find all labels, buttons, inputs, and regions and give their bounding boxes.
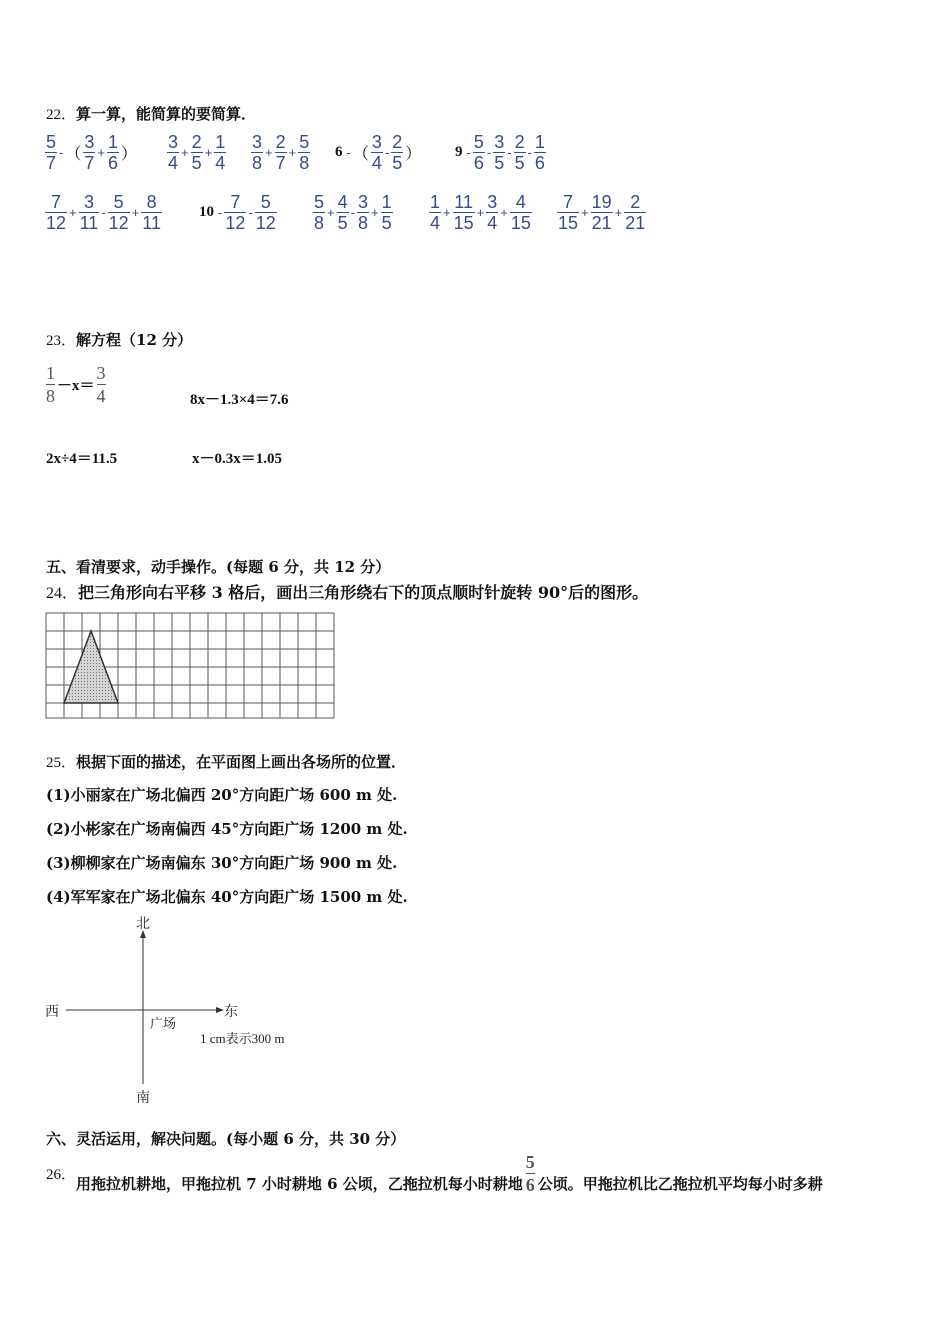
left-paren: （	[352, 146, 369, 163]
q23-text: 解方程（12 分）	[76, 331, 193, 349]
q23-title	[46, 329, 192, 350]
fraction: 1 8	[46, 363, 55, 406]
center-label: 广场	[150, 1017, 177, 1032]
q26-number: 26．	[46, 1167, 77, 1183]
q25-text: 根据下面的描述，在平面图上画出各场所的位置．	[76, 753, 407, 771]
minus-sign: -	[350, 205, 355, 220]
fraction: $\frac{3}{8}$	[357, 192, 368, 233]
minus-sign: -	[218, 205, 223, 220]
minus-sign: -	[248, 205, 253, 220]
q22-row1-expr5	[452, 132, 547, 173]
lead-number: 10	[199, 204, 214, 220]
east-arrow-icon	[216, 1007, 224, 1013]
lead-number: 9	[455, 144, 463, 160]
fraction: $\frac{5}{12}$	[108, 192, 129, 233]
fraction: $\frac{5}{6}$	[473, 132, 484, 173]
plus-sign: +	[204, 145, 213, 160]
q26-title	[46, 1151, 823, 1196]
q25-item-2: (2)小彬家在广场南偏西 45°方向距广场 1200 m 处.	[46, 820, 408, 838]
fraction: $\frac{3}{7}$	[84, 132, 95, 173]
fraction: $\frac{5}{12}$	[255, 192, 276, 233]
fraction: $\frac{3}{4}$	[168, 132, 179, 173]
minus-sign: -	[384, 145, 390, 160]
fraction: $\frac{2}{7}$	[275, 132, 286, 173]
plus-sign: +	[181, 145, 189, 160]
fraction: $\frac{5}{7}$	[46, 132, 57, 173]
plus-sign: +	[500, 205, 508, 220]
fraction: $\frac{19}{21}$	[591, 192, 612, 233]
q25-item-1: (1)小丽家在广场北偏西 20°方向距广场 600 m 处.	[46, 786, 398, 804]
q23-number: 23．	[46, 333, 77, 349]
minus-sign: -	[346, 145, 351, 160]
fraction: $\frac{3}{5}$	[494, 132, 505, 173]
fraction: $\frac{2}{5}$	[392, 132, 403, 173]
fraction: $\frac{5}{8}$	[299, 132, 310, 173]
fraction: $\frac{2}{5}$	[514, 132, 525, 173]
q22-row1-expr2	[166, 132, 227, 173]
fraction: 5 6	[525, 1152, 535, 1195]
fraction: $\frac{1}{6}$	[107, 132, 118, 173]
compass-diagram[interactable]	[40, 912, 340, 1108]
q22-row2-expr1	[44, 192, 163, 233]
fraction: $\frac{4}{5}$	[337, 192, 348, 233]
triangle-grid[interactable]	[44, 611, 336, 721]
plus-sign: +	[476, 205, 485, 220]
fraction: $\frac{3}{4}$	[371, 132, 382, 173]
minus-sign: -	[507, 145, 512, 160]
q26-text-after: 公顷。甲拖拉机比乙拖拉机平均每小时多耕	[537, 1175, 823, 1193]
fraction: $\frac{7}{15}$	[558, 192, 579, 233]
east-label: 东	[224, 1004, 238, 1020]
q25-number: 25．	[46, 755, 77, 771]
plus-sign: +	[443, 205, 451, 220]
q22-row1-expr3	[250, 132, 311, 173]
plus-sign: +	[327, 205, 335, 220]
q23-equation-2: 8x－1.3×4＝7.6	[190, 392, 289, 408]
right-paren: ）	[405, 146, 422, 163]
fraction: $\frac{3}{11}$	[79, 192, 99, 233]
minus-sign: -	[486, 145, 492, 160]
plus-sign: +	[370, 205, 379, 220]
scale-label: 1 cm表示300 m	[200, 1031, 285, 1046]
q22-row2-expr2	[196, 192, 278, 233]
q22-row1-expr1	[44, 132, 138, 173]
q22-row2-expr4	[428, 192, 533, 233]
q25-item-3: (3)柳柳家在广场南偏东 30°方向距广场 900 m 处.	[46, 854, 398, 872]
q24-title	[46, 580, 648, 603]
lead-number: 6	[335, 144, 343, 160]
plus-sign: +	[581, 205, 589, 220]
fraction: 3 4	[96, 363, 106, 406]
q23-equation-1	[46, 362, 106, 407]
fraction: $\frac{1}{4}$	[430, 192, 441, 233]
q25-item-4: (4)军军家在广场北偏东 40°方向距广场 1500 m 处.	[46, 888, 408, 906]
q23-equation-3: 2x÷4＝11.5	[46, 451, 118, 467]
q25-title	[46, 751, 406, 772]
minus-sign: -	[527, 145, 532, 160]
south-label: 南	[136, 1090, 150, 1106]
north-label: 北	[136, 916, 150, 932]
plus-sign: +	[97, 145, 105, 160]
fraction: $\frac{4}{15}$	[510, 192, 531, 233]
q22-row1-expr4	[332, 132, 422, 173]
section-5-heading: 五、看清要求，动手操作。(每题 6 分，共 12 分）	[46, 558, 391, 576]
plus-sign: +	[614, 205, 623, 220]
fraction: $\frac{8}{11}$	[142, 192, 161, 233]
q24-text: 把三角形向右平移 3 格后，画出三角形绕右下的顶点顺时针旋转 90°后的图形。	[78, 583, 649, 602]
minus-sign: -	[466, 145, 471, 160]
west-label: 西	[45, 1004, 59, 1020]
right-paren: ）	[121, 146, 138, 163]
left-paren: （	[65, 146, 82, 163]
minus-sign: -	[59, 145, 64, 160]
fraction: $\frac{3}{8}$	[252, 132, 263, 173]
fraction: $\frac{5}{8}$	[314, 192, 325, 233]
fraction: $\frac{1}{6}$	[534, 132, 545, 173]
plus-sign: +	[69, 205, 77, 220]
plus-sign: +	[265, 145, 273, 160]
fraction: $\frac{7}{12}$	[225, 192, 246, 233]
fraction: $\frac{3}{4}$	[487, 192, 498, 233]
q22-title	[46, 103, 256, 124]
fraction: $\frac{11}{15}$	[453, 192, 474, 233]
q22-row2-expr5	[556, 192, 647, 233]
q23-equation-4: x－0.3x＝1.05	[192, 451, 283, 467]
fraction: $\frac{2}{21}$	[625, 192, 646, 233]
equation-middle: －x＝	[57, 378, 95, 394]
q22-text: 算一算，能简算的要简算．	[76, 105, 257, 123]
minus-sign: -	[101, 205, 106, 220]
q24-number: 24．	[46, 585, 79, 602]
fraction: $\frac{1}{5}$	[381, 192, 392, 233]
q26-text-before: 用拖拉机耕地，甲拖拉机 7 小时耕地 6 公顷，乙拖拉机每小时耕地	[76, 1175, 523, 1193]
fraction: $\frac{2}{5}$	[191, 132, 202, 173]
fraction: $\frac{1}{4}$	[215, 132, 226, 173]
q22-row2-expr3	[312, 192, 394, 233]
plus-sign: +	[288, 145, 297, 160]
q22-number: 22．	[46, 107, 77, 123]
section-6-heading: 六、灵活运用，解决问题。(每小题 6 分，共 30 分）	[46, 1130, 406, 1148]
plus-sign: +	[131, 205, 140, 220]
fraction: $\frac{7}{12}$	[46, 192, 67, 233]
